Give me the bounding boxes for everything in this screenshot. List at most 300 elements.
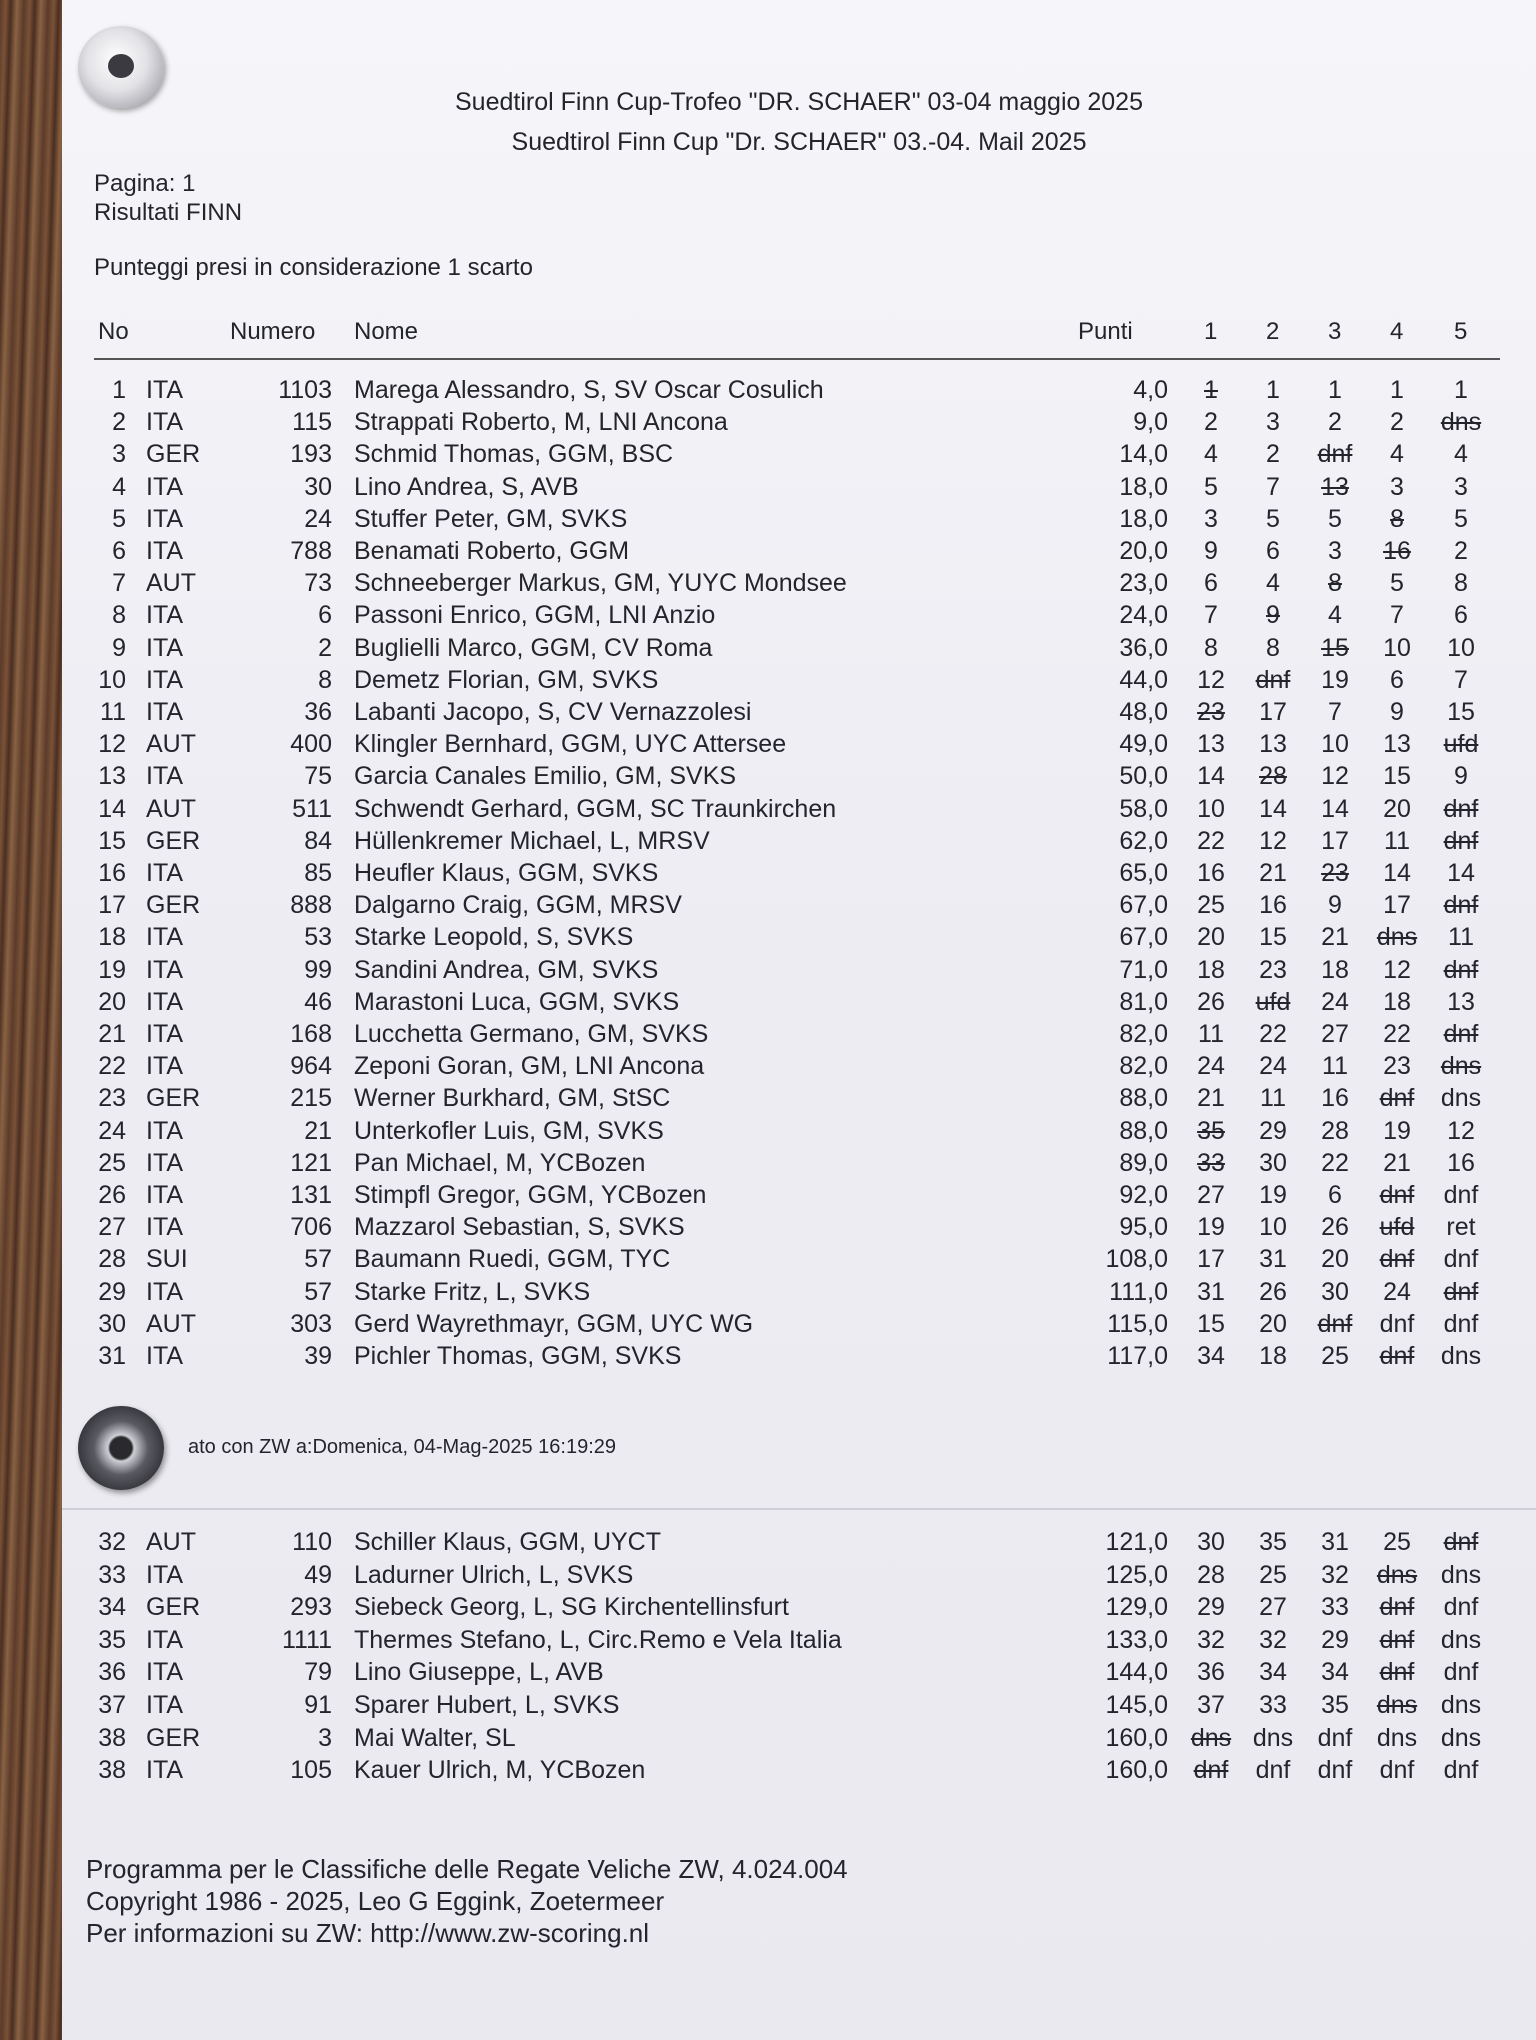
race-4-score: 10: [1383, 633, 1411, 662]
race-5-score: 7: [1454, 665, 1468, 694]
footer-info: Per informazioni su ZW: http://www.zw-scoring.nl: [86, 1918, 650, 1948]
sailor-name-cell: Sparer Hubert, L, SVKS: [354, 1691, 620, 1719]
race-4-score: 8: [1390, 504, 1404, 533]
rank-cell: 1: [112, 376, 126, 404]
race-3-score: 33: [1321, 1593, 1349, 1622]
race-2-score: 4: [1266, 569, 1280, 598]
race-5-score: 6: [1454, 601, 1468, 630]
race-4-score: 6: [1390, 665, 1404, 694]
race-1-score: dns: [1190, 1723, 1232, 1752]
sail-number-cell: 57: [304, 1277, 332, 1306]
race-5-score: 10: [1447, 633, 1475, 662]
nation-cell: ITA: [146, 1148, 184, 1177]
sail-number-cell: 21: [304, 1116, 332, 1145]
sailor-name-cell: Unterkofler Luis, GM, SVKS: [354, 1116, 664, 1145]
points-cell: 18,0: [1119, 472, 1168, 501]
race-5-score: 16: [1447, 1148, 1475, 1177]
race-5-score: 1: [1454, 376, 1468, 404]
sail-number-cell: 30: [304, 472, 332, 501]
points-cell: 133,0: [1105, 1625, 1168, 1654]
race-3-score: 7: [1328, 698, 1342, 726]
footer-copyright: Copyright 1986 - 2025, Leo G Eggink, Zoetermeer: [86, 1886, 665, 1916]
table-row: [62, 1213, 1536, 1245]
race-3-score: 2: [1328, 408, 1342, 437]
points-cell: 67,0: [1119, 923, 1168, 952]
race-3-score: 31: [1321, 1528, 1349, 1556]
race-4-score: dns: [1376, 1723, 1418, 1752]
points-cell: 50,0: [1119, 762, 1168, 791]
nation-cell: AUT: [146, 1309, 196, 1338]
race-4-score: dnf: [1379, 1658, 1415, 1687]
race-2-score: ufd: [1255, 987, 1291, 1016]
points-cell: 36,0: [1119, 633, 1168, 662]
points-cell: 62,0: [1119, 826, 1168, 855]
race-3-score: 32: [1321, 1560, 1349, 1589]
sail-number-cell: 57: [304, 1245, 332, 1274]
race-2-score: 24: [1259, 1052, 1287, 1081]
rank-cell: 15: [98, 826, 126, 855]
race-2-score: 27: [1259, 1593, 1287, 1622]
points-cell: 125,0: [1105, 1560, 1168, 1589]
race-5-score: dns: [1440, 1691, 1482, 1719]
sail-number-cell: 303: [290, 1309, 332, 1338]
sailor-name-cell: Lucchetta Germano, GM, SVKS: [354, 1020, 709, 1048]
race-5-score: dnf: [1443, 794, 1479, 823]
race-1-score: 3: [1204, 504, 1218, 533]
nation-cell: ITA: [146, 376, 184, 404]
race-3-score: dnf: [1317, 440, 1353, 469]
sailor-name-cell: Passoni Enrico, GGM, LNI Anzio: [354, 601, 716, 630]
table-row: [62, 1561, 1536, 1593]
sail-number-cell: 115: [292, 408, 332, 437]
rank-cell: 12: [98, 730, 126, 759]
table-row: [62, 730, 1536, 762]
race-4-score: 1: [1390, 376, 1404, 404]
table-row: [62, 1310, 1536, 1342]
race-5-score: dns: [1440, 1625, 1482, 1654]
col-header-race-1: 1: [1204, 318, 1218, 345]
race-5-score: dnf: [1443, 1245, 1479, 1274]
table-row: [62, 1117, 1536, 1149]
rank-cell: 33: [98, 1560, 126, 1589]
race-1-score: 15: [1197, 1309, 1225, 1338]
race-1-score: 1: [1204, 376, 1218, 404]
race-4-score: 23: [1383, 1052, 1411, 1081]
nation-cell: ITA: [146, 472, 184, 501]
rank-cell: 6: [112, 537, 126, 565]
table-row: [62, 859, 1536, 891]
race-3-score: 30: [1321, 1277, 1349, 1306]
sailor-name-cell: Hüllenkremer Michael, L, MRSV: [354, 826, 710, 855]
rank-cell: 3: [112, 440, 126, 469]
points-cell: 23,0: [1119, 569, 1168, 598]
race-1-score: 25: [1197, 891, 1225, 920]
sail-number-cell: 39: [304, 1342, 332, 1370]
sail-number-cell: 8: [318, 665, 332, 694]
race-2-score: 30: [1259, 1148, 1287, 1177]
rank-cell: 19: [98, 955, 126, 984]
table-row: [62, 1084, 1536, 1116]
points-cell: 111,0: [1109, 1277, 1168, 1306]
race-2-score: 15: [1259, 923, 1287, 952]
paper-fold: [62, 1508, 1536, 1510]
table-row: [62, 1052, 1536, 1084]
race-2-score: 22: [1259, 1020, 1287, 1048]
race-5-score: 15: [1447, 698, 1475, 726]
race-3-score: 24: [1321, 987, 1349, 1016]
nation-cell: ITA: [146, 923, 184, 952]
nation-cell: ITA: [146, 633, 184, 662]
rank-cell: 17: [98, 891, 126, 920]
rank-cell: 25: [98, 1148, 126, 1177]
race-3-score: 26: [1321, 1213, 1349, 1242]
nation-cell: GER: [146, 891, 201, 920]
points-cell: 95,0: [1119, 1213, 1168, 1242]
table-row: [62, 1020, 1536, 1052]
sailor-name-cell: Baumann Ruedi, GGM, TYC: [354, 1245, 671, 1274]
race-3-score: 34: [1321, 1658, 1349, 1687]
sail-number-cell: 99: [304, 955, 332, 984]
sail-number-cell: 84: [304, 826, 332, 855]
rank-cell: 10: [98, 665, 126, 694]
sailor-name-cell: Schmid Thomas, GGM, BSC: [354, 440, 674, 469]
race-3-score: 25: [1321, 1342, 1349, 1370]
race-5-score: dns: [1440, 408, 1482, 437]
nation-cell: ITA: [146, 987, 184, 1016]
sail-number-cell: 53: [304, 923, 332, 952]
table-row: [62, 376, 1536, 408]
race-4-score: 5: [1390, 569, 1404, 598]
race-5-score: 4: [1454, 440, 1468, 469]
race-3-score: 28: [1321, 1116, 1349, 1145]
table-row: [62, 795, 1536, 827]
points-cell: 71,0: [1119, 955, 1168, 984]
race-3-score: 15: [1321, 633, 1349, 662]
race-1-score: 12: [1197, 665, 1225, 694]
race-1-score: 34: [1197, 1342, 1225, 1370]
sailor-name-cell: Werner Burkhard, GM, StSC: [354, 1084, 671, 1113]
race-2-score: 35: [1259, 1528, 1287, 1556]
points-cell: 82,0: [1119, 1052, 1168, 1081]
rank-cell: 7: [112, 569, 126, 598]
nation-cell: ITA: [146, 1116, 184, 1145]
rank-cell: 34: [98, 1593, 126, 1622]
rank-cell: 29: [98, 1277, 126, 1306]
event-title-de: Suedtirol Finn Cup "Dr. SCHAER" 03.-04. Mail 2025: [511, 128, 1087, 156]
race-1-score: 9: [1204, 537, 1218, 565]
event-title-it: Suedtirol Finn Cup-Trofeo "DR. SCHAER" 03-04 maggio 2025: [455, 88, 1143, 116]
race-1-score: 2: [1204, 408, 1218, 437]
race-4-score: 9: [1390, 698, 1404, 726]
race-1-score: 36: [1197, 1658, 1225, 1687]
points-cell: 82,0: [1119, 1020, 1168, 1048]
race-5-score: 11: [1448, 923, 1474, 952]
table-row: [62, 956, 1536, 988]
rank-cell: 21: [98, 1020, 126, 1048]
race-4-score: dns: [1376, 923, 1418, 952]
footer-program: Programma per le Classifiche delle Regate Veliche ZW, 4.024.004: [86, 1854, 848, 1884]
race-4-score: 18: [1383, 987, 1411, 1016]
rank-cell: 2: [112, 408, 126, 437]
race-1-score: 17: [1197, 1245, 1225, 1274]
race-1-score: 29: [1197, 1593, 1225, 1622]
nation-cell: ITA: [146, 504, 184, 533]
race-2-score: dns: [1252, 1723, 1294, 1752]
sailor-name-cell: Ladurner Ulrich, L, SVKS: [354, 1560, 634, 1589]
race-2-score: 2: [1266, 440, 1280, 469]
points-cell: 121,0: [1105, 1528, 1168, 1556]
table-row: [62, 1724, 1536, 1756]
sailor-name-cell: Benamati Roberto, GGM: [354, 537, 630, 565]
results-sheet: [62, 0, 1536, 2040]
sail-number-cell: 400: [290, 730, 332, 759]
header-divider: [94, 358, 1500, 360]
col-header-punti: Punti: [1078, 318, 1133, 345]
race-5-score: ret: [1446, 1213, 1476, 1242]
sailor-name-cell: Schwendt Gerhard, GGM, SC Traunkirchen: [354, 794, 837, 823]
rank-cell: 28: [98, 1245, 126, 1274]
points-cell: 14,0: [1119, 440, 1168, 469]
table-row: [62, 1626, 1536, 1658]
sail-number-cell: 2: [318, 633, 332, 662]
points-cell: 129,0: [1105, 1593, 1168, 1622]
sailor-name-cell: Heufler Klaus, GGM, SVKS: [354, 859, 659, 887]
sail-number-cell: 6: [318, 601, 332, 630]
race-4-score: 13: [1383, 730, 1411, 759]
sail-number-cell: 706: [290, 1213, 332, 1242]
col-header-no: No: [98, 318, 129, 345]
points-cell: 88,0: [1119, 1116, 1168, 1145]
race-3-score: 11: [1322, 1052, 1348, 1081]
points-cell: 58,0: [1119, 794, 1168, 823]
printed-timestamp: ato con ZW a:Domenica, 04-Mag-2025 16:19:29: [188, 1436, 617, 1458]
race-3-score: 10: [1321, 730, 1349, 759]
nation-cell: AUT: [146, 1528, 196, 1556]
race-5-score: 8: [1454, 569, 1468, 598]
sail-number-cell: 131: [290, 1181, 332, 1209]
col-header-race-2: 2: [1266, 318, 1280, 345]
race-1-score: 11: [1198, 1020, 1224, 1048]
race-4-score: dnf: [1379, 1309, 1415, 1338]
nation-cell: ITA: [146, 1658, 184, 1687]
race-2-score: 17: [1259, 698, 1287, 726]
race-3-score: 23: [1321, 859, 1349, 887]
race-5-score: 2: [1454, 537, 1468, 565]
nation-cell: ITA: [146, 1691, 184, 1719]
race-5-score: dns: [1440, 1560, 1482, 1589]
race-2-score: 28: [1259, 762, 1287, 791]
sail-number-cell: 511: [292, 794, 332, 823]
race-2-score: dnf: [1255, 1756, 1291, 1785]
race-2-score: 11: [1260, 1084, 1286, 1113]
nation-cell: ITA: [146, 1625, 184, 1654]
rank-cell: 4: [112, 472, 126, 501]
race-1-score: 23: [1197, 698, 1225, 726]
sailor-name-cell: Schiller Klaus, GGM, UYCT: [354, 1528, 662, 1556]
col-header-race-4: 4: [1390, 318, 1404, 345]
race-4-score: 2: [1390, 408, 1404, 437]
rank-cell: 37: [98, 1691, 126, 1719]
race-1-score: 16: [1197, 859, 1225, 887]
race-5-score: dnf: [1443, 1658, 1479, 1687]
race-4-score: 16: [1383, 537, 1411, 565]
sailor-name-cell: Sandini Andrea, GM, SVKS: [354, 955, 659, 984]
points-cell: 145,0: [1105, 1691, 1168, 1719]
race-5-score: dnf: [1443, 1593, 1479, 1622]
race-4-score: 7: [1390, 601, 1404, 630]
nation-cell: GER: [146, 1723, 201, 1752]
race-4-score: 17: [1383, 891, 1411, 920]
table-row: [62, 1342, 1536, 1374]
sailor-name-cell: Stuffer Peter, GM, SVKS: [354, 504, 628, 533]
rank-cell: 36: [98, 1658, 126, 1687]
race-4-score: dns: [1376, 1691, 1418, 1719]
race-4-score: 11: [1384, 826, 1410, 855]
sail-number-cell: 73: [304, 569, 332, 598]
table-row: [62, 634, 1536, 666]
nation-cell: GER: [146, 440, 201, 469]
points-cell: 89,0: [1119, 1148, 1168, 1177]
race-1-score: 14: [1197, 762, 1225, 791]
race-3-score: 16: [1321, 1084, 1349, 1113]
race-4-score: dnf: [1379, 1342, 1415, 1370]
race-2-score: 20: [1259, 1309, 1287, 1338]
sail-number-cell: 85: [304, 859, 332, 887]
sail-number-cell: 964: [290, 1052, 332, 1081]
race-2-score: 9: [1266, 601, 1280, 630]
race-1-score: 6: [1204, 569, 1218, 598]
sailor-name-cell: Schneeberger Markus, GM, YUYC Mondsee: [354, 569, 847, 598]
race-3-score: 5: [1328, 504, 1342, 533]
nation-cell: AUT: [146, 794, 196, 823]
sail-number-cell: 105: [290, 1756, 332, 1785]
race-2-score: 10: [1259, 1213, 1287, 1242]
points-cell: 20,0: [1119, 537, 1168, 565]
race-3-score: 9: [1328, 891, 1342, 920]
sailor-name-cell: Kauer Ulrich, M, YCBozen: [354, 1756, 646, 1785]
nation-cell: ITA: [146, 1213, 184, 1242]
points-cell: 117,0: [1107, 1342, 1168, 1370]
race-1-score: 7: [1204, 601, 1218, 630]
sail-number-cell: 193: [290, 440, 332, 469]
nation-cell: ITA: [146, 955, 184, 984]
race-4-score: 14: [1383, 859, 1411, 887]
sail-number-cell: 91: [304, 1691, 332, 1719]
race-1-score: 18: [1197, 955, 1225, 984]
race-4-score: dnf: [1379, 1084, 1415, 1113]
race-2-score: 33: [1259, 1691, 1287, 1719]
sailor-name-cell: Lino Giuseppe, L, AVB: [354, 1658, 604, 1687]
race-4-score: dns: [1376, 1560, 1418, 1589]
sailor-name-cell: Marastoni Luca, GGM, SVKS: [354, 987, 680, 1016]
rank-cell: 11: [100, 698, 126, 726]
race-3-score: 12: [1321, 762, 1349, 791]
race-2-score: 16: [1259, 891, 1287, 920]
table-row: [62, 666, 1536, 698]
rank-cell: 38: [98, 1756, 126, 1785]
nation-cell: ITA: [146, 762, 184, 791]
race-1-score: dnf: [1193, 1756, 1229, 1785]
race-3-score: 19: [1321, 665, 1349, 694]
nation-cell: ITA: [146, 408, 184, 437]
sailor-name-cell: Dalgarno Craig, GGM, MRSV: [354, 891, 682, 920]
nation-cell: ITA: [146, 665, 184, 694]
race-3-score: dnf: [1317, 1309, 1353, 1338]
sailor-name-cell: Garcia Canales Emilio, GM, SVKS: [354, 762, 737, 791]
sail-number-cell: 1103: [278, 376, 332, 404]
race-4-score: ufd: [1379, 1213, 1415, 1242]
sail-number-cell: 3: [318, 1723, 332, 1752]
col-header-numero: Numero: [230, 318, 316, 345]
race-1-score: 33: [1197, 1148, 1225, 1177]
table-row: [62, 1658, 1536, 1690]
sailor-name-cell: Stimpfl Gregor, GGM, YCBozen: [354, 1181, 707, 1209]
sailor-name-cell: Pichler Thomas, GGM, SVKS: [354, 1342, 682, 1370]
sailor-name-cell: Labanti Jacopo, S, CV Vernazzolesi: [354, 698, 752, 726]
nation-cell: ITA: [146, 859, 184, 887]
sailor-name-cell: Mai Walter, SL: [354, 1723, 516, 1752]
sailor-name-cell: Klingler Bernhard, GGM, UYC Attersee: [354, 730, 787, 759]
race-3-score: 35: [1321, 1691, 1349, 1719]
race-5-score: dns: [1440, 1723, 1482, 1752]
points-cell: 88,0: [1119, 1084, 1168, 1113]
table-row: [62, 537, 1536, 569]
points-cell: 24,0: [1119, 601, 1168, 630]
race-4-score: 21: [1383, 1148, 1411, 1177]
race-2-score: 31: [1259, 1245, 1287, 1274]
sail-number-cell: 46: [304, 987, 332, 1016]
race-3-score: 1: [1328, 376, 1342, 404]
race-2-score: 25: [1259, 1560, 1287, 1589]
points-cell: 144,0: [1105, 1658, 1168, 1687]
nation-cell: ITA: [146, 698, 184, 726]
race-2-score: dnf: [1255, 665, 1291, 694]
points-cell: 115,0: [1107, 1309, 1168, 1338]
table-row: [62, 1149, 1536, 1181]
table-row: [62, 1245, 1536, 1277]
race-3-score: 20: [1321, 1245, 1349, 1274]
race-2-score: 18: [1259, 1342, 1287, 1370]
class-label: Risultati FINN: [94, 199, 243, 226]
col-header-race-5: 5: [1454, 318, 1468, 345]
table-row: [62, 569, 1536, 601]
race-2-score: 21: [1259, 859, 1287, 887]
race-5-score: dnf: [1443, 1528, 1479, 1556]
race-4-score: 12: [1383, 955, 1411, 984]
race-5-score: dnf: [1443, 1277, 1479, 1306]
race-1-score: 32: [1197, 1625, 1225, 1654]
race-3-score: dnf: [1317, 1723, 1353, 1752]
race-5-score: dnf: [1443, 1181, 1479, 1209]
race-2-score: 34: [1259, 1658, 1287, 1687]
race-4-score: 3: [1390, 472, 1404, 501]
race-1-score: 8: [1204, 633, 1218, 662]
sail-number-cell: 49: [304, 1560, 332, 1589]
sailor-name-cell: Starke Leopold, S, SVKS: [354, 923, 634, 952]
table-row: [62, 827, 1536, 859]
nation-cell: AUT: [146, 569, 196, 598]
rank-cell: 32: [98, 1528, 126, 1556]
race-4-score: 25: [1383, 1528, 1411, 1556]
table-row: [62, 473, 1536, 505]
sailor-name-cell: Mazzarol Sebastian, S, SVKS: [354, 1213, 685, 1242]
rank-cell: 38: [98, 1723, 126, 1752]
race-1-score: 26: [1197, 987, 1225, 1016]
rank-cell: 16: [98, 859, 126, 887]
race-3-score: dnf: [1317, 1756, 1353, 1785]
sail-number-cell: 1111: [281, 1625, 332, 1654]
race-5-score: dnf: [1443, 1756, 1479, 1785]
